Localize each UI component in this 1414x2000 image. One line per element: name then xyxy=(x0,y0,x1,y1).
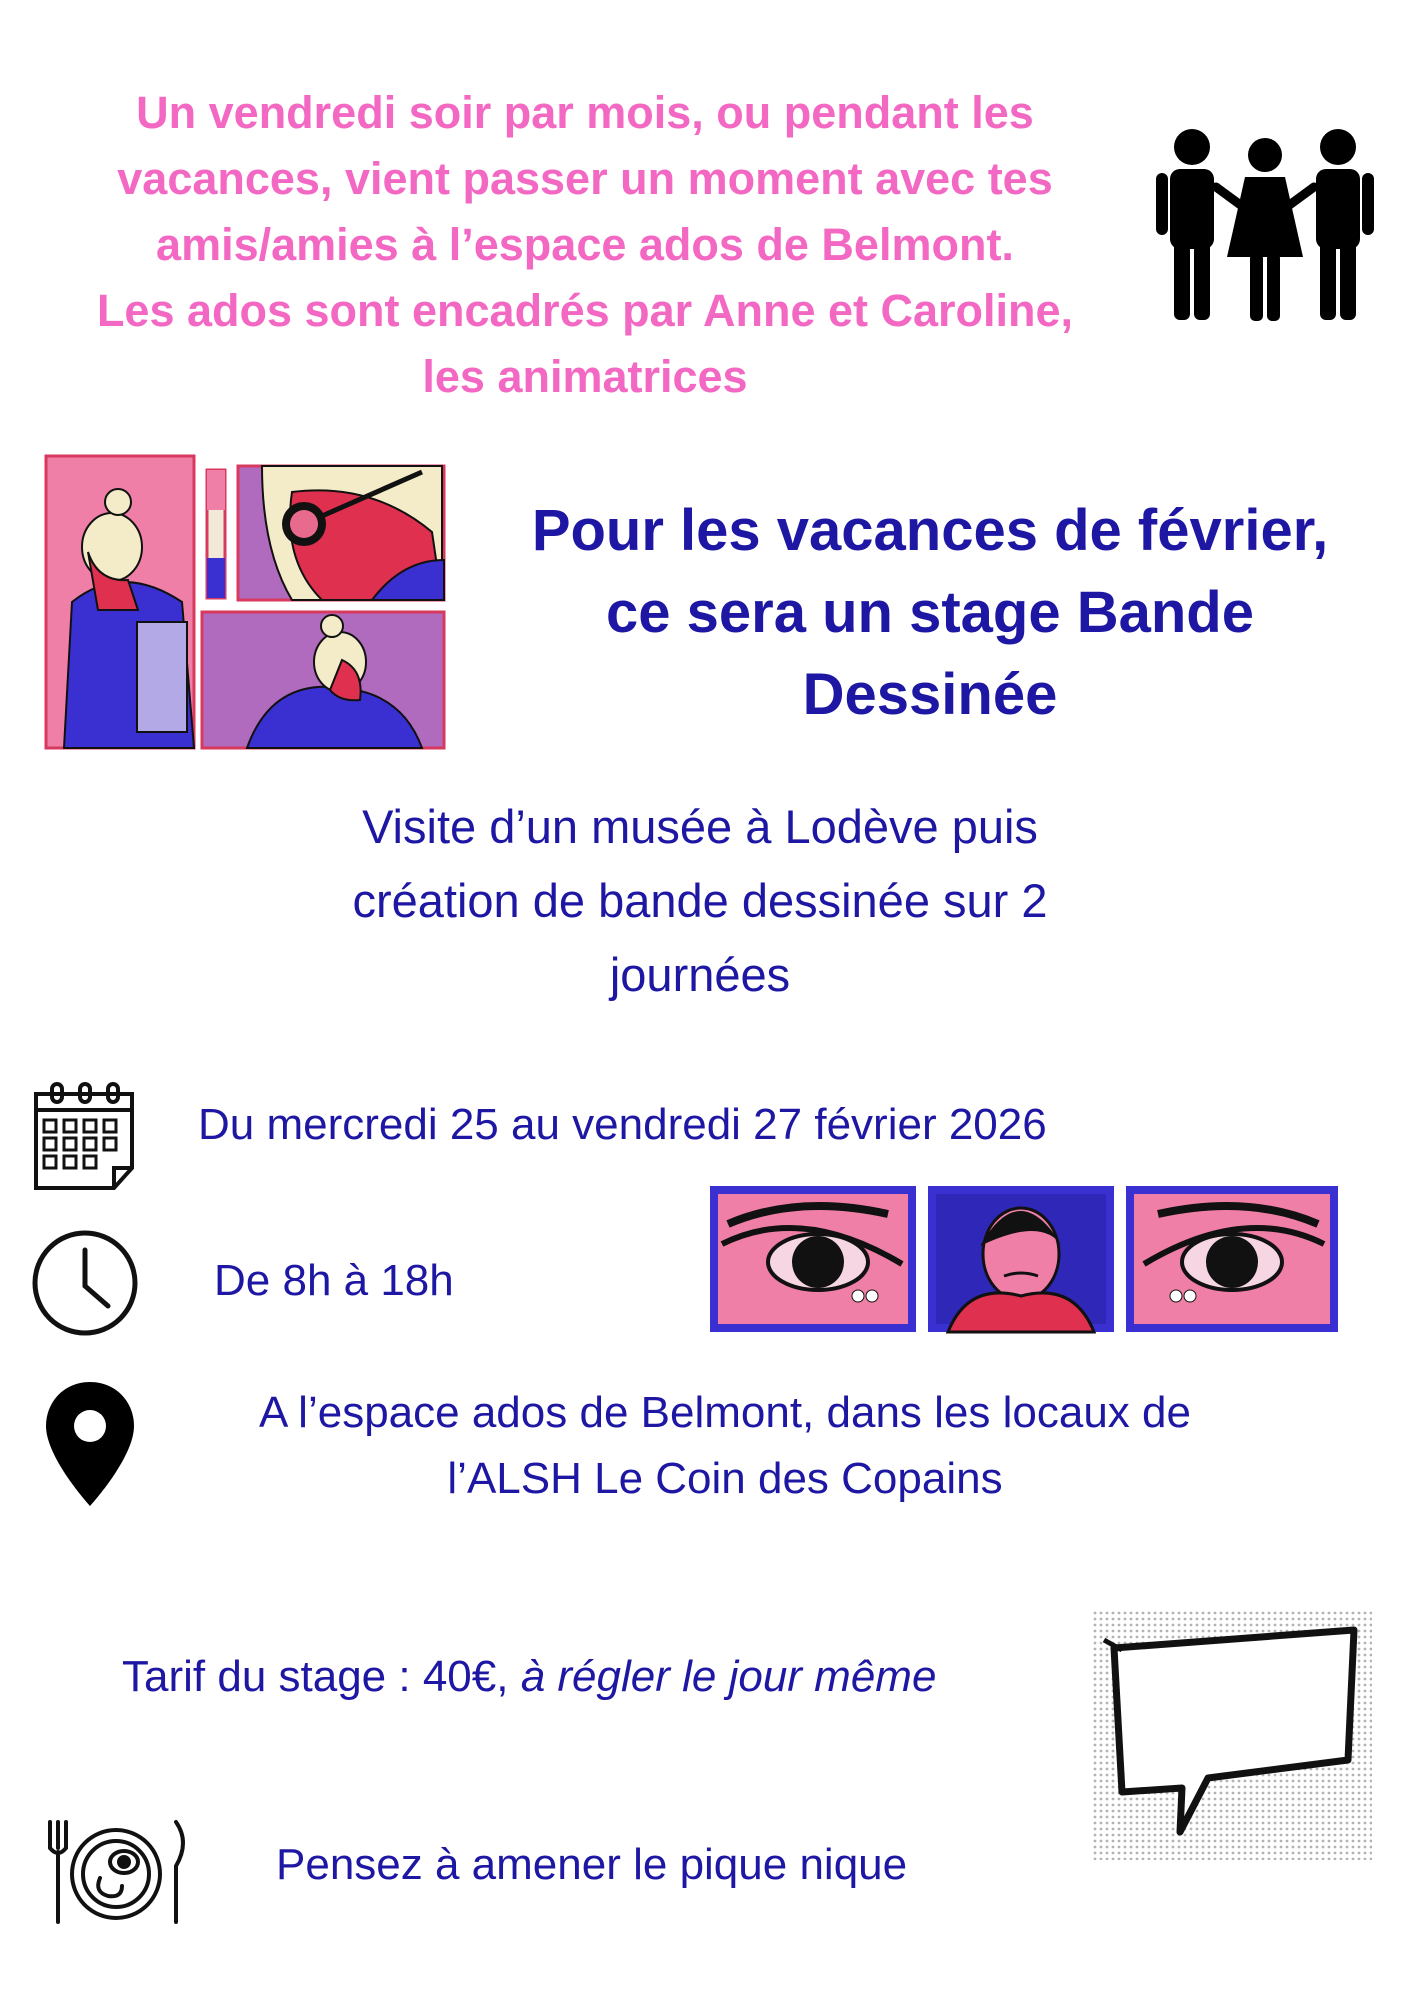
activity-line: journées xyxy=(609,948,791,1001)
price-label: Tarif du stage : 40€, xyxy=(122,1652,521,1701)
plate-cutlery-icon xyxy=(42,1818,192,1928)
headline-line: ce sera un stage Bande xyxy=(606,580,1254,645)
intro-line: vacances, vient passer un moment avec tes xyxy=(117,153,1053,204)
activity-line: création de bande dessinée sur 2 xyxy=(352,874,1048,927)
dates-text: Du mercredi 25 au vendredi 27 février 2026 xyxy=(198,1100,1047,1149)
headline xyxy=(480,490,1380,736)
activity-description xyxy=(250,790,1150,1012)
headline-line: Pour les vacances de février, xyxy=(531,498,1329,563)
headline-line: Dessinée xyxy=(802,662,1058,727)
hours-text: De 8h à 18h xyxy=(214,1256,454,1305)
price-text xyxy=(122,1652,936,1702)
comic-collage-image xyxy=(42,452,448,752)
people-group-icon xyxy=(1150,125,1380,325)
activity-line: Visite d’un musée à Lodève puis xyxy=(362,800,1038,853)
map-pin-icon xyxy=(42,1378,138,1510)
intro-line: amis/amies à l’espace ados de Belmont. xyxy=(156,219,1014,270)
intro-line: Un vendredi soir par mois, ou pendant les xyxy=(136,87,1034,138)
intro-line: les animatrices xyxy=(422,351,748,402)
location-line: l’ALSH Le Coin des Copains xyxy=(447,1454,1003,1503)
price-note: à régler le jour même xyxy=(520,1652,937,1701)
intro-text xyxy=(20,80,1150,410)
lunch-text: Pensez à amener le pique nique xyxy=(276,1840,908,1889)
speech-bubble-icon xyxy=(1092,1610,1372,1860)
calendar-icon xyxy=(30,1080,140,1192)
intro-line: Les ados sont encadrés par Anne et Caroline, xyxy=(96,285,1074,336)
clock-icon xyxy=(30,1228,140,1338)
comic-eyes-image xyxy=(708,1184,1340,1336)
location-text xyxy=(160,1380,1290,1512)
location-line: A l’espace ados de Belmont, dans les locaux de xyxy=(259,1388,1191,1437)
